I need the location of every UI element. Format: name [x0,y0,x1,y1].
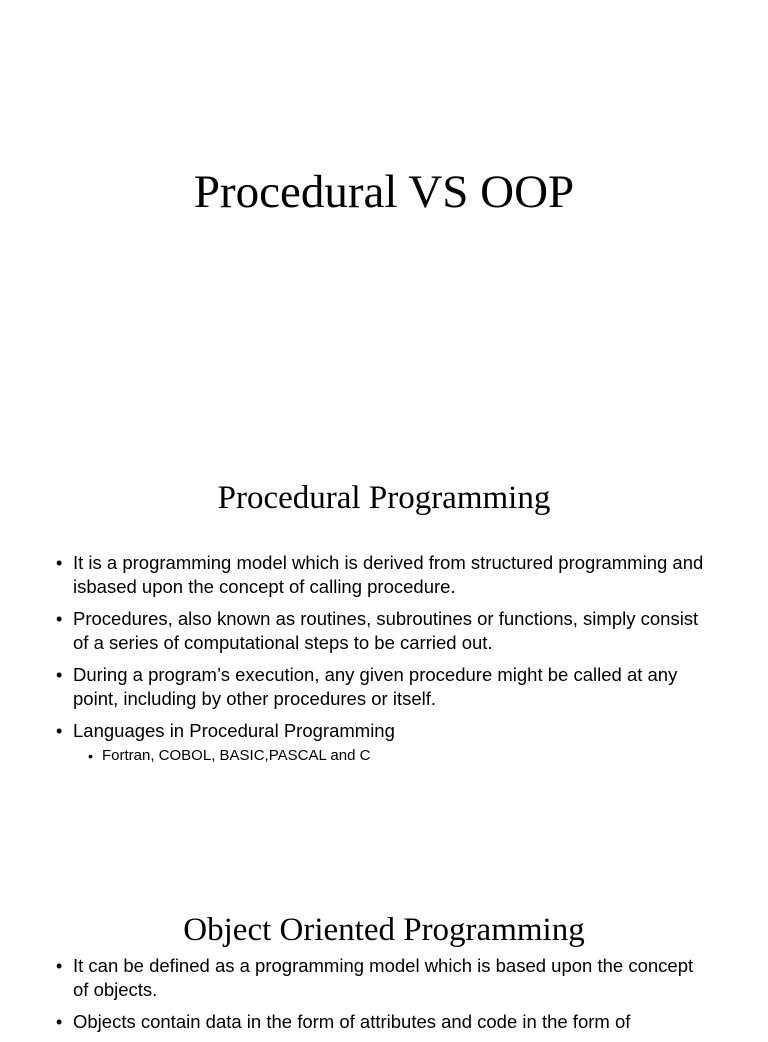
bullet-dot-icon: • [88,748,93,764]
bullet-text: Languages in Procedural Programming [73,720,395,741]
bullet-dot-icon: • [56,1012,63,1032]
list-item [56,663,706,711]
sub-list-item [56,745,706,767]
bullet-text: It is a programming model which is derived from structured programming and isbased upon the concept of calling procedure. [73,552,704,597]
bullet-text: It can be defined as a programming model which is based upon the concept of objects. [73,955,694,1000]
slide-heading: Object Oriented Programming [183,912,585,948]
title-slide [0,0,768,420]
bullet-dot-icon: • [56,553,63,573]
bullet-dot-icon: • [56,609,63,629]
bullet-text: During a program’s execution, any given procedure might be called at any point, including by other procedures or itself. [73,664,678,709]
list-item [56,607,706,655]
procedural-programming-slide [0,420,768,860]
bullet-list [56,954,706,1042]
slide-heading: Procedural Programming [217,480,551,516]
list-item [56,551,706,599]
bullet-dot-icon: • [56,721,63,741]
sub-bullet-text: Fortran, COBOL, BASIC,PASCAL and C [102,747,371,764]
list-item [56,954,706,1002]
presentation-title: Procedural VS OOP [193,166,575,218]
list-item [56,1010,706,1034]
bullet-text: Procedures, also known as routines, subroutines or functions, simply consist of a series of computational steps to be carried out. [73,608,699,653]
bullet-list [56,551,706,767]
bullet-text: Objects contain data in the form of attributes and code in the form of [73,1011,631,1032]
oop-slide [0,860,768,1032]
bullet-dot-icon: • [56,665,63,685]
list-item [56,719,706,743]
bullet-dot-icon: • [56,956,63,976]
